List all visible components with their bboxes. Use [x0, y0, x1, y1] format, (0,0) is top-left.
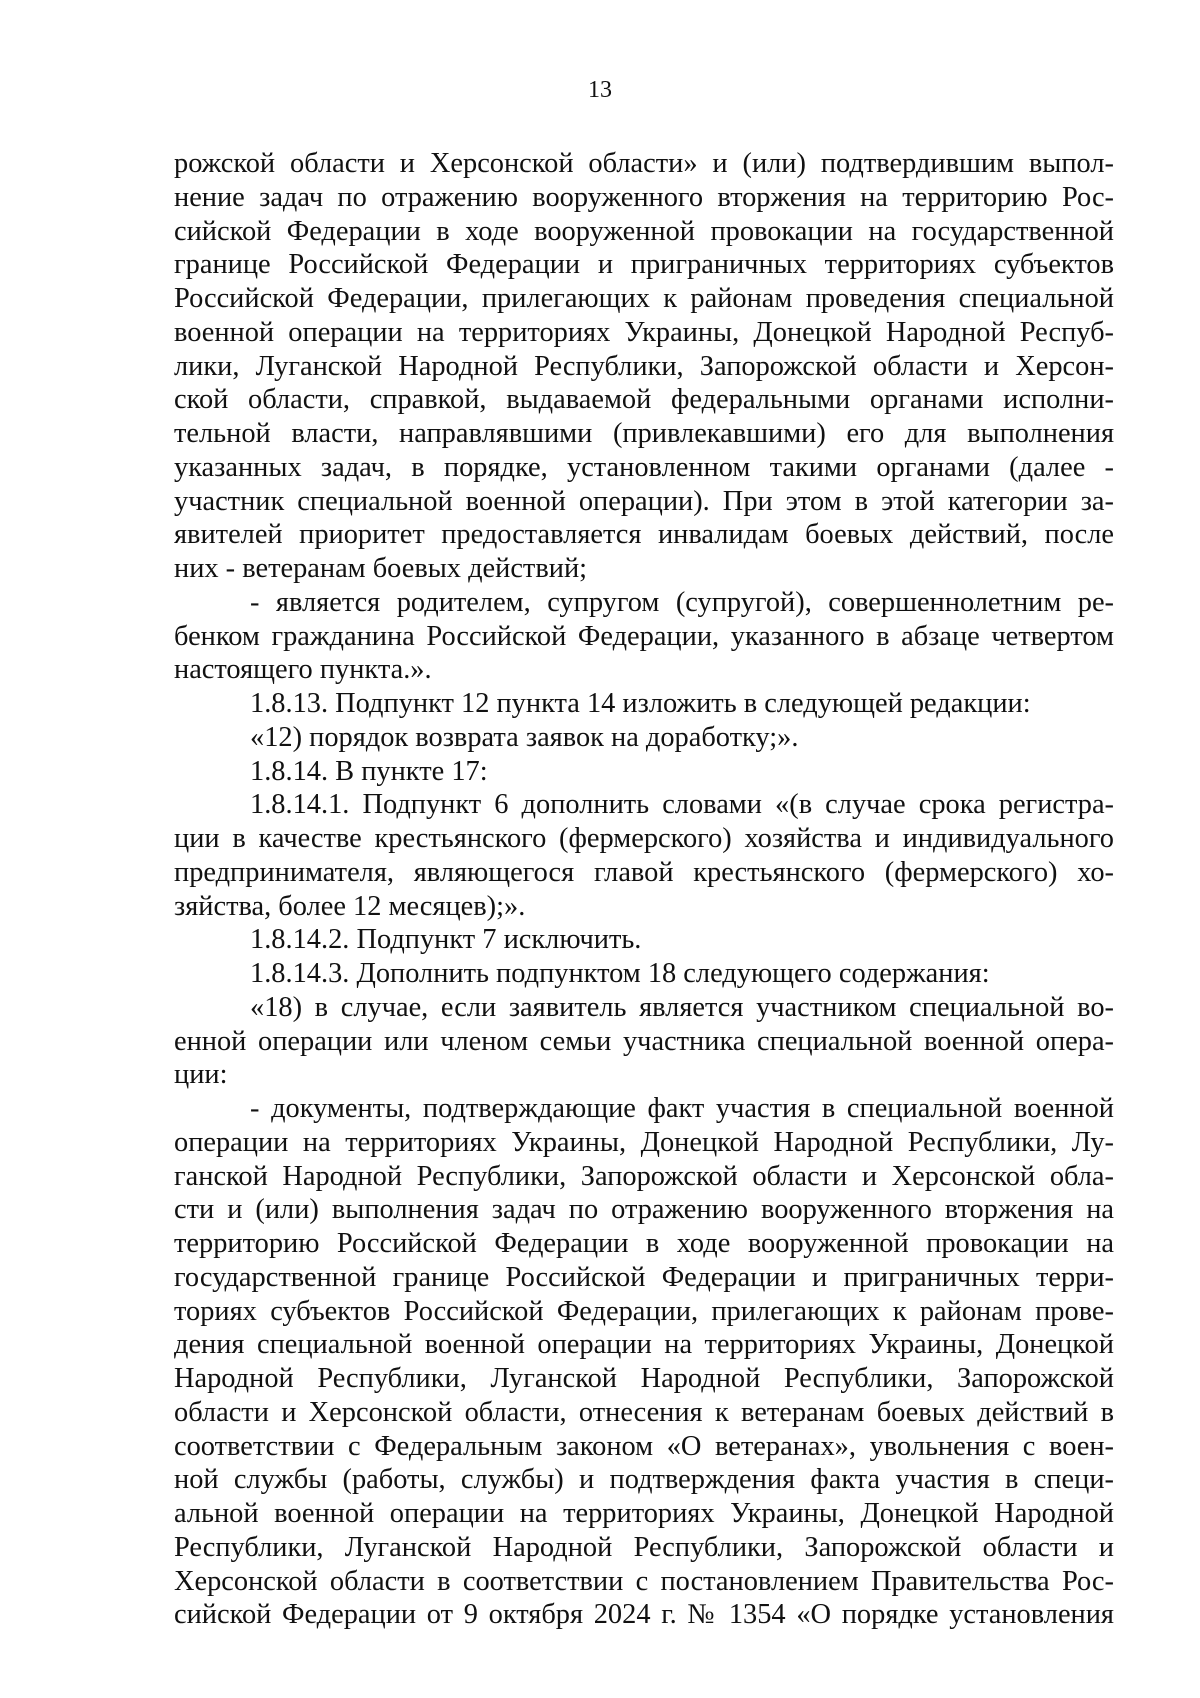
- text-line: участник специальной военной операции). При этом в этой категории за-: [174, 485, 1114, 517]
- text-line: настоящего пункта.».: [174, 654, 432, 686]
- page-number: 13: [588, 77, 612, 103]
- text-line: них - ветеранам боевых действий;: [174, 553, 588, 584]
- text-line: Народной Республики, Луганской Народной Республики, Запорожской: [174, 1363, 1114, 1394]
- text-line: - документы, подтверждающие факт участия в специальной военной: [250, 1093, 1114, 1124]
- text-line: Республики, Луганской Народной Республики, Запорожской области и: [174, 1531, 1114, 1563]
- text-line: зяйства, более 12 месяцев);».: [174, 890, 526, 922]
- text-line: 1.8.14.1. Подпункт 6 дополнить словами «(в случае срока регистра-: [250, 789, 1114, 821]
- text-line: 1.8.14.2. Подпункт 7 исключить.: [250, 924, 642, 956]
- text-line: территорию Российской Федерации в ходе вооруженной провокации на: [174, 1228, 1114, 1259]
- text-line: соответствии с Федеральным законом «О ветеранах», увольнения с воен-: [174, 1430, 1114, 1462]
- text-line: тельной власти, направлявшими (привлекавшими) его для выполнения: [174, 418, 1114, 449]
- text-line: явителей приоритет предоставляется инвалидам боевых действий, после: [174, 519, 1114, 551]
- text-line: 1.8.13. Подпункт 12 пункта 14 изложить в следующей редакции:: [250, 688, 1031, 719]
- text-line: 1.8.14. В пункте 17:: [250, 755, 488, 787]
- text-line: ганской Народной Республики, Запорожской области и Херсонской обла-: [174, 1160, 1114, 1192]
- text-line: государственной границе Российской Федерации и приграничных терри-: [174, 1261, 1114, 1293]
- document-body: [174, 147, 1114, 1632]
- text-line: ской области, справкой, выдаваемой федеральными органами исполни-: [174, 384, 1114, 416]
- text-line: предпринимателя, являющегося главой крестьянского (фермерского) хо-: [174, 856, 1114, 888]
- text-line: сийской Федерации в ходе вооруженной провокации на государственной: [174, 215, 1114, 247]
- text-line: рожской области и Херсонской области» и (или) подтвердившим выпол-: [174, 148, 1114, 179]
- text-line: - является родителем, супругом (супругой), совершеннолетним ре-: [250, 586, 1114, 618]
- text-line: Херсонской области в соответствии с постановлением Правительства Рос-: [174, 1565, 1114, 1597]
- text-line: ториях субъектов Российской Федерации, прилегающих к районам прове-: [174, 1295, 1114, 1327]
- text-line: альной военной операции на территориях Украины, Донецкой Народной: [174, 1498, 1114, 1529]
- text-line: сийской Федерации от 9 октября 2024 г. № 1354 «О порядке установления: [174, 1599, 1114, 1631]
- text-line: операции на территориях Украины, Донецкой Народной Республики, Лу-: [174, 1126, 1114, 1158]
- text-line: «18) в случае, если заявитель является участником специальной во-: [250, 991, 1114, 1023]
- text-line: «12) порядок возврата заявок на доработку;».: [250, 721, 799, 753]
- text-line: ции в качестве крестьянского (фермерского) хозяйства и индивидуального: [174, 823, 1114, 854]
- text-line: Российской Федерации, прилегающих к районам проведения специальной: [174, 283, 1114, 314]
- text-line: области и Херсонской области, отнесения к ветеранам боевых действий в: [174, 1396, 1114, 1428]
- text-line: ции:: [174, 1059, 228, 1091]
- text-line: нение задач по отражению вооруженного вторжения на территорию Рос-: [174, 181, 1114, 213]
- text-line: дения специальной военной операции на территориях Украины, Донецкой: [174, 1329, 1114, 1361]
- text-line: военной операции на территориях Украины, Донецкой Народной Респуб-: [174, 316, 1114, 348]
- text-line: 1.8.14.3. Дополнить подпунктом 18 следующего содержания:: [250, 958, 990, 989]
- text-line: ной службы (работы, службы) и подтверждения факта участия в специ-: [174, 1464, 1114, 1496]
- text-line: лики, Луганской Народной Республики, Запорожской области и Херсон-: [174, 350, 1114, 382]
- text-line: енной операции или членом семьи участника специальной военной опера-: [174, 1025, 1114, 1057]
- text-line: границе Российской Федерации и приграничных территориях субъектов: [174, 249, 1114, 281]
- text-line: указанных задач, в порядке, установленном такими органами (далее -: [174, 451, 1114, 483]
- text-line: сти и (или) выполнения задач по отражению вооруженного вторжения на: [174, 1194, 1114, 1226]
- text-line: бенком гражданина Российской Федерации, указанного в абзаце четвертом: [174, 620, 1114, 652]
